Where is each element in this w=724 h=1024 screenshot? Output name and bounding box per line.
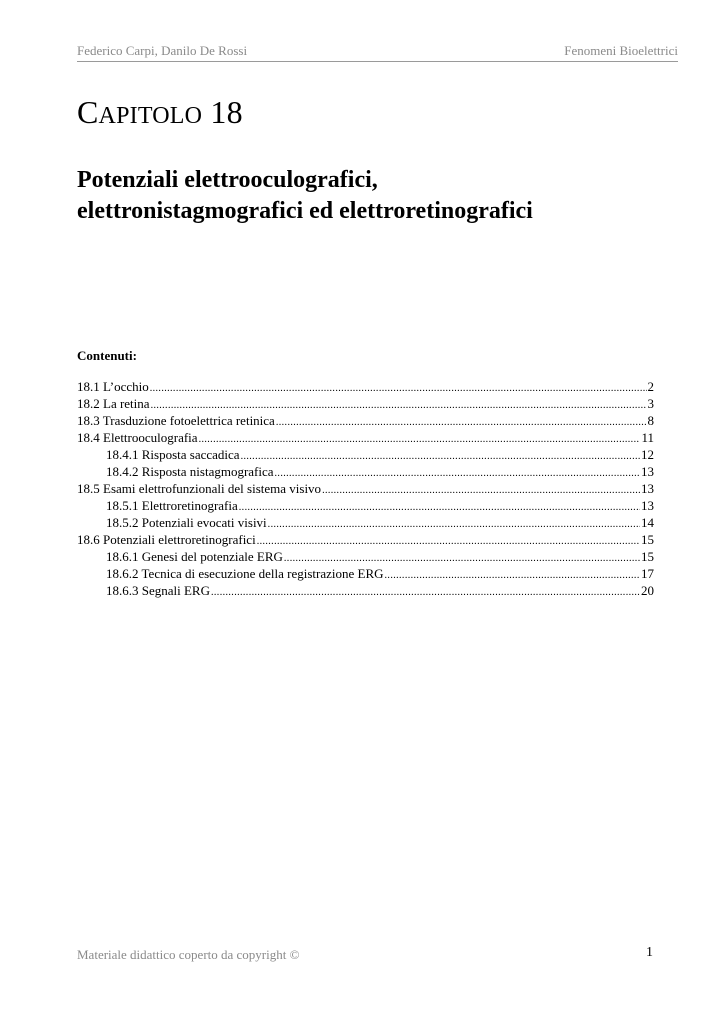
toc-leader (150, 380, 647, 397)
toc-entry-page: 3 (647, 396, 654, 411)
toc-entry-page: 13 (641, 464, 654, 479)
toc-subentry[interactable] (77, 582, 654, 599)
chapter-title-line-1: Potenziali elettrooculografici, (77, 167, 378, 193)
toc-entry-page: 2 (647, 379, 654, 394)
toc-subentry[interactable] (77, 463, 654, 480)
toc-entry[interactable] (77, 378, 654, 395)
contents-label: Contenuti: (77, 348, 137, 363)
chapter-title (77, 165, 697, 227)
toc-leader (322, 482, 640, 499)
toc-leader (268, 516, 640, 533)
toc-leader (241, 448, 640, 465)
toc-entry-text: 18.6.1 Genesi del potenziale ERG (106, 549, 283, 564)
toc-entry-page: 12 (641, 447, 654, 462)
toc-entry-page: 13 (641, 481, 654, 496)
toc-entry-page: 11 (641, 430, 654, 445)
toc-leader (257, 533, 640, 550)
chapter-number: 18 (210, 94, 243, 130)
toc-subentry[interactable] (77, 514, 654, 531)
toc-entry-text: 18.6.2 Tecnica di esecuzione della registrazione ERG (106, 566, 384, 581)
toc-entry-page: 13 (641, 498, 654, 513)
toc-subentry[interactable] (77, 565, 654, 582)
toc-entry-page: 17 (641, 566, 654, 581)
toc-leader (199, 431, 641, 448)
toc-entry-text: 18.5.2 Potenziali evocati visivi (106, 515, 267, 530)
page-number: 1 (646, 945, 653, 960)
chapter-cap-first: C (77, 94, 99, 130)
toc-entry[interactable] (77, 412, 654, 429)
toc-entry-text: 18.4 Elettrooculografia (77, 430, 198, 445)
chapter-title-line-2: elettronistagmografici ed elettroretinografici (77, 198, 533, 224)
toc-leader (275, 465, 640, 482)
header-course: Fenomeni Bioelettrici (564, 43, 678, 58)
toc-subentry[interactable] (77, 446, 654, 463)
toc-entry-text: 18.4.1 Risposta saccadica (106, 447, 240, 462)
toc-subentry[interactable] (77, 548, 654, 565)
footer-copyright: Materiale didattico coperto da copyright © (77, 947, 300, 962)
toc-entry-page: 8 (647, 413, 654, 428)
table-of-contents (77, 378, 654, 599)
toc-leader (211, 584, 640, 601)
toc-leader (239, 499, 640, 516)
chapter-cap-rest: APITOLO (98, 103, 203, 129)
toc-subentry[interactable] (77, 497, 654, 514)
toc-entry-page: 15 (641, 549, 654, 564)
toc-entry-text: 18.6.3 Segnali ERG (106, 583, 210, 598)
toc-entry[interactable] (77, 531, 654, 548)
toc-entry-text: 18.5.1 Elettroretinografia (106, 498, 238, 513)
toc-leader (385, 567, 640, 584)
toc-entry-text: 18.3 Trasduzione fotoelettrica retinica (77, 413, 275, 428)
toc-entry-page: 20 (641, 583, 654, 598)
toc-entry-page: 14 (641, 515, 654, 530)
toc-entry-page: 15 (641, 532, 654, 547)
page-header (77, 43, 678, 62)
toc-entry-text: 18.1 L’occhio (77, 379, 149, 394)
header-authors: Federico Carpi, Danilo De Rossi (77, 43, 248, 58)
chapter-heading (77, 94, 243, 131)
toc-entry[interactable] (77, 429, 654, 446)
toc-entry-text: 18.5 Esami elettrofunzionali del sistema visivo (77, 481, 322, 496)
toc-entry[interactable] (77, 480, 654, 497)
toc-entry[interactable] (77, 395, 654, 412)
toc-entry-text: 18.2 La retina (77, 396, 150, 411)
toc-entry-text: 18.6 Potenziali elettroretinografici (77, 532, 256, 547)
toc-leader (276, 414, 647, 431)
toc-entry-text: 18.4.2 Risposta nistagmografica (106, 464, 274, 479)
